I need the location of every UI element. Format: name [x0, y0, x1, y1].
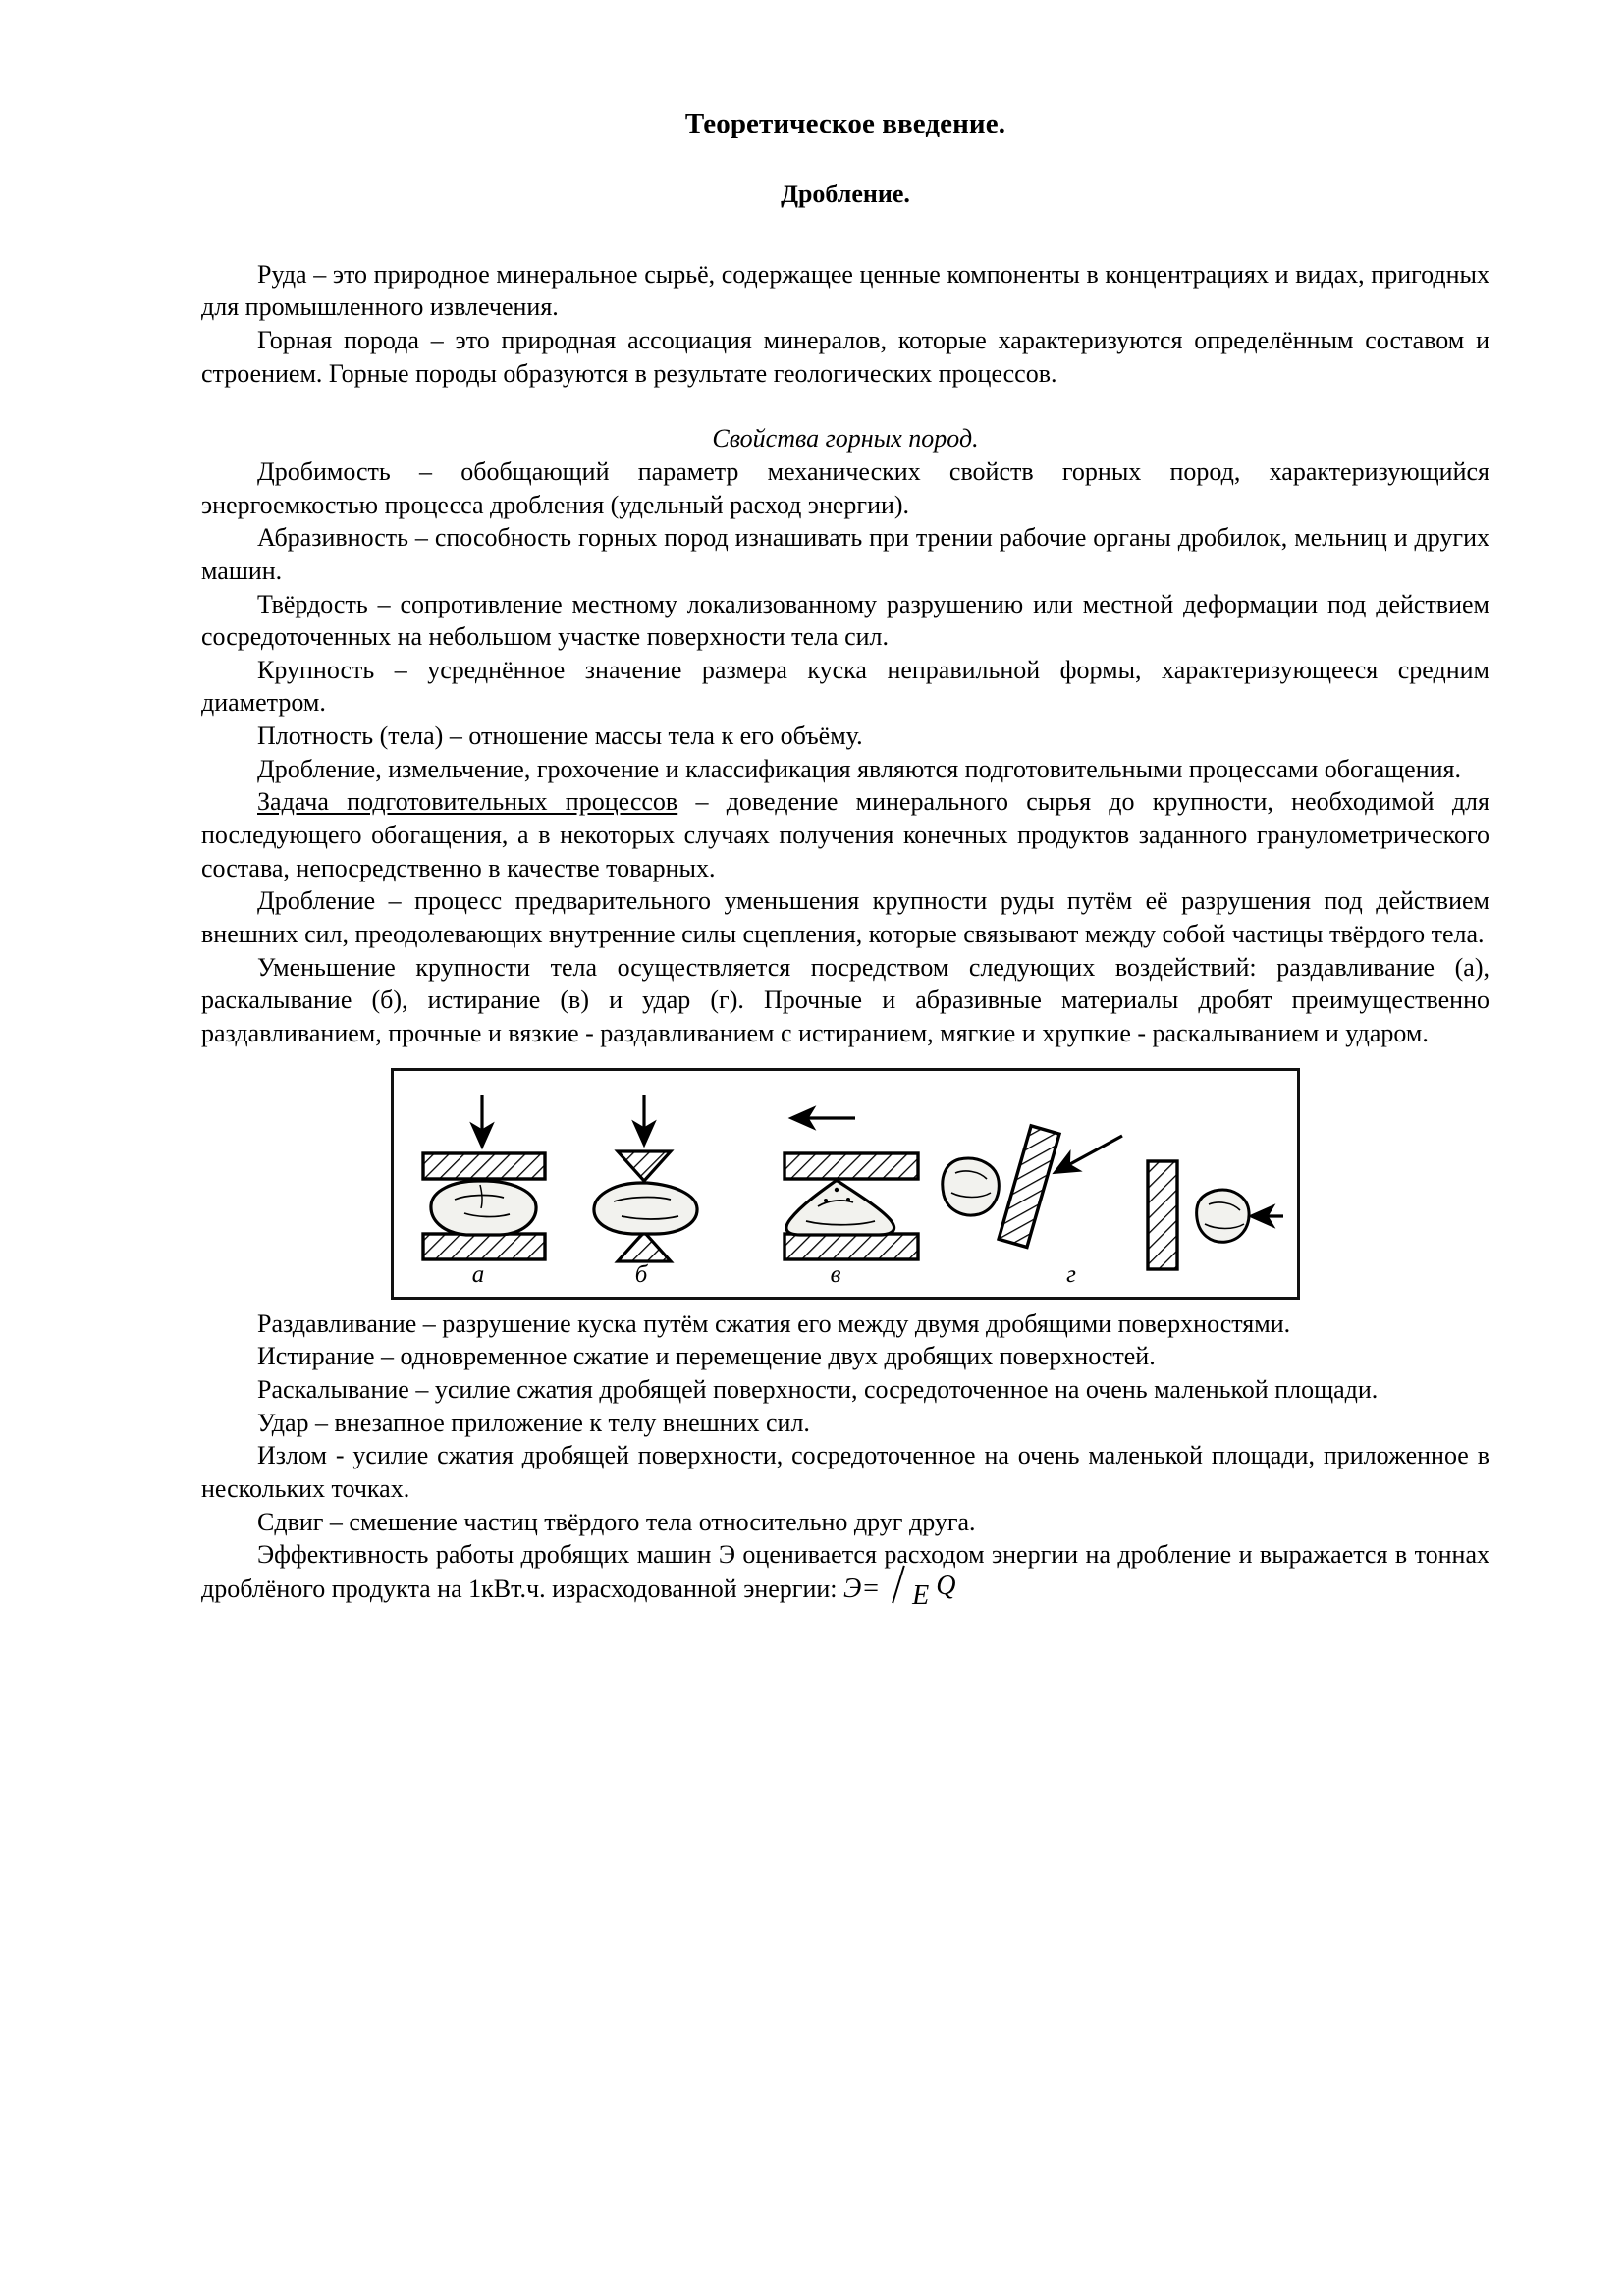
page-title: Теоретическое введение. — [684, 108, 1006, 139]
paragraph-crushing-definition: Дробление – процесс предварительного уменьшения крупности руды путём её разрушения под действием внешних сил, преодолевающих внутренние силы сцепления, которые связывают между собой частицы твёрдого тела. — [201, 886, 1489, 949]
figure-label-g: г — [1066, 1260, 1076, 1288]
paragraph-razdavlivanie: Раздавливание – разрушение куска путём сжатия его между двумя дробящими поверхностями. — [257, 1308, 1291, 1338]
paragraph-hardness: Твёрдость – сопротивление местному локализованному разрушению или местной деформации под действием сосредоточенных на небольшом участке поверхности тела сил. — [201, 589, 1489, 652]
paragraph-raskalyvanie: Раскалывание – усилие сжатия дробящей поверхности, сосредоточенное на очень маленькой площади. — [257, 1375, 1379, 1404]
paragraph-preparatory-task — [201, 785, 1489, 884]
paragraph-density: Плотность (тела) – отношение массы тела к его объёму. — [257, 721, 863, 751]
section-heading-drobleniye: Дробление. — [781, 180, 910, 209]
formula-numerator: Q — [936, 1570, 956, 1601]
figure-panel-b — [594, 1095, 697, 1261]
formula-efficiency — [843, 1570, 956, 1611]
formula-fraction — [880, 1570, 956, 1611]
paragraph-udar: Удар – внезапное приложение к телу внешних сил. — [257, 1408, 810, 1437]
figure-panel-a — [423, 1095, 545, 1259]
figure-label-v: в — [830, 1260, 841, 1288]
figure-panel-g — [943, 1126, 1283, 1269]
paragraph-abrasiveness: Абразивность – способность горных пород изнашивать при трении рабочие органы дробилок, мельниц и других машин. — [201, 523, 1489, 585]
paragraph-efficiency — [201, 1538, 1489, 1611]
figure-label-b: б — [634, 1260, 648, 1288]
underlined-term: Задача подготовительных процессов — [257, 787, 678, 817]
paragraph-efficiency-text: Эффективность работы дробящих машин Э оценивается расходом энергии на дробление и выражается в тоннах дроблёного продукта на 1кВт.ч. израсходованной энергии: — [201, 1540, 1489, 1603]
figure-crushing-methods — [391, 1068, 1300, 1300]
paragraph-crushability: Дробимость – обобщающий параметр механических свойств горных пород, характеризующийся энергоемкостью процесса дробления (удельный расход энергии). — [201, 456, 1489, 519]
figure-svg — [394, 1071, 1291, 1291]
formula-equals: = — [861, 1573, 881, 1604]
subheading-rock-properties: Свойства горных пород. — [712, 424, 979, 454]
figure-panel-v — [785, 1118, 918, 1259]
paragraph-sdvig: Сдвиг – смешение частиц твёрдого тела относительно друг друга. — [257, 1507, 976, 1536]
figure-crushing-methods-wrap — [201, 1068, 1489, 1300]
paragraph-coarseness: Крупность – усреднённое значение размера куска неправильной формы, характеризующееся средним диаметром. — [201, 655, 1489, 718]
formula-denominator: E — [912, 1579, 930, 1611]
paragraph-izlom: Излом - усилие сжатия дробящей поверхности, сосредоточенное на очень маленькой площади, приложенное в нескольких точках. — [201, 1441, 1489, 1503]
figure-label-a: а — [471, 1260, 485, 1288]
formula-lhs: Э — [843, 1573, 862, 1604]
spacer — [201, 390, 1489, 423]
spacer — [201, 211, 1489, 258]
paragraph-istiranie: Истирание – одновременное сжатие и перемещение двух дробящих поверхностей. — [257, 1342, 1156, 1371]
paragraph-preparatory-processes: Дробление, измельчение, грохочение и классификация являются подготовительными процессами обогащения. — [257, 754, 1462, 783]
paragraph-preparatory-task-rest: – доведение минерального сырья до крупности, необходимой для последующего обогащения, а в некоторых случаях получения конечных продуктов заданного гранулометрического состава, непосредственно в качестве товарных. — [201, 787, 1489, 882]
paragraph-rock-definition: Горная порода – это природная ассоциация минералов, которые характеризуются определённым составом и строением. Горные породы образуются в результате геологических процессов. — [201, 326, 1489, 388]
paragraph-ore-definition: Руда – это природное минеральное сырьё, содержащее ценные компоненты в концентрациях и видах, пригодных для промышленного извлечения. — [201, 259, 1489, 322]
paragraph-size-reduction-methods: Уменьшение крупности тела осуществляется посредством следующих воздействий: раздавливание (а), раскалывание (б), истирание (в) и удар (г). Прочные и абразивные материалы дробят преимущественно раздавливанием, прочные и вязкие - раздавливанием с истиранием, мягкие и хрупкие - раскалыванием и ударом. — [201, 952, 1489, 1048]
